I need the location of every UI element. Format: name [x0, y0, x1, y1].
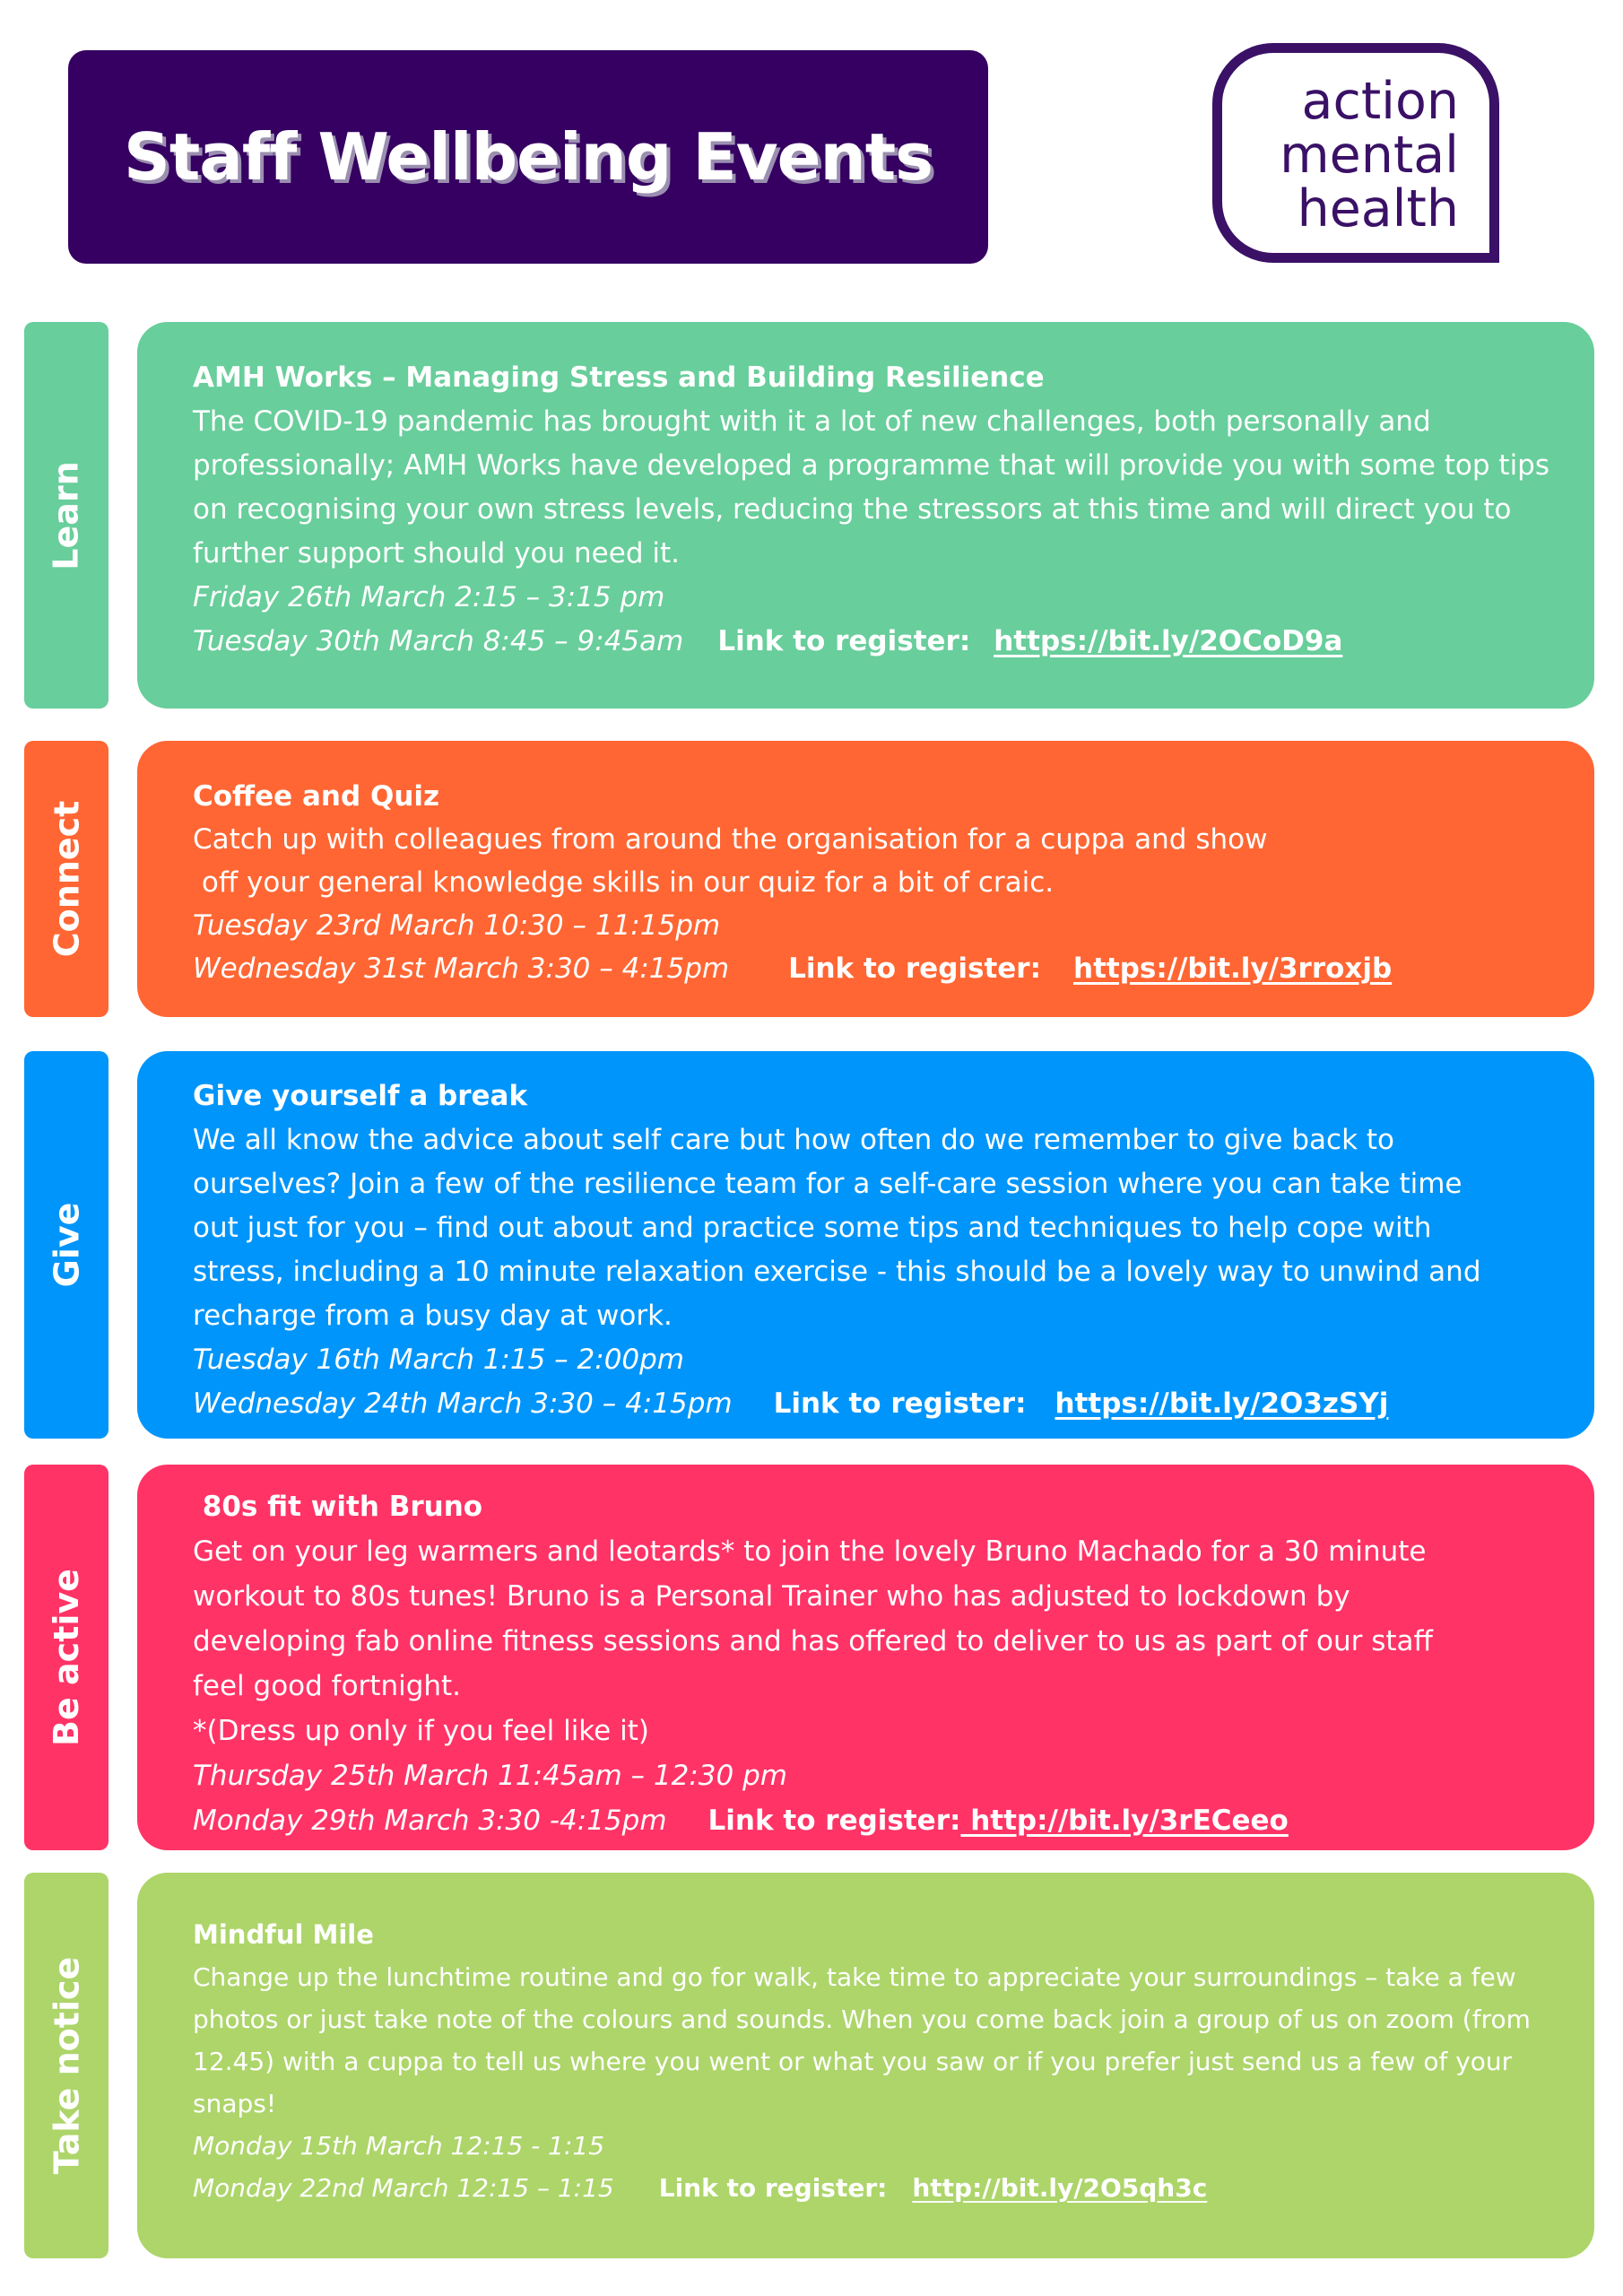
event-date: Tuesday 16th March 1:15 – 2:00pm [193, 1344, 685, 1376]
event-date: Wednesday 24th March 3:30 – 4:15pm [193, 1387, 733, 1420]
register-label: Link to register: [707, 1805, 961, 1837]
register-link[interactable]: https://bit.ly/2O3zSYj [1055, 1387, 1389, 1420]
register-link[interactable]: https://bit.ly/3rroxjb [1073, 952, 1393, 985]
tab-give-label: Give [47, 1202, 87, 1288]
event-date: Tuesday 30th March 8:45 – 9:45am [193, 625, 684, 657]
tab-take-notice-label: Take notice [47, 1956, 87, 2175]
event-description: We all know the advice about self care but how often do we remember to give back to ourselves? Join a few of the resilience team for a self-care session where you can take time out just for you – find out about and practice some tips and techniques to help cope with stress, including a 10 minute relaxation exercise - this should be a lovely way to unwind and recharge from a busy day at work. [193, 1124, 1481, 1332]
event-title: Coffee and Quiz [193, 780, 440, 813]
register-label: Link to register: [658, 2173, 888, 2203]
tab-be-active-label: Be active [47, 1569, 86, 1746]
event-date-register-line [193, 947, 1558, 990]
logo-wordmark [1280, 72, 1459, 239]
tab-learn [24, 322, 108, 709]
event-date: Wednesday 31st March 3:30 – 4:15pm [193, 952, 730, 985]
event-date: Thursday 25th March 11:45am – 12:30 pm [193, 1760, 787, 1792]
logo-line-mental: mental [1280, 126, 1459, 185]
tab-take-notice [24, 1873, 108, 2258]
tab-connect-label: Connect [47, 800, 86, 958]
event-date-register-line [193, 620, 1558, 664]
register-link[interactable]: https://bit.ly/2OCoD9a [994, 625, 1343, 657]
event-title: Mindful Mile [193, 1919, 374, 1950]
event-description: The COVID-19 pandemic has brought with it a lot of new challenges, both personally and professionally; AMH Works have developed a programme that will provide you with some top tips on recognising your own stress levels, reducing the stressors at this time and will direct you to further support should you need it. [193, 405, 1550, 570]
page-title: Staff Wellbeing Events [123, 119, 933, 195]
be-active-event-card [137, 1465, 1594, 1850]
event-date: Monday 29th March 3:30 -4:15pm [193, 1805, 667, 1837]
register-label: Link to register: [717, 625, 971, 657]
event-date-register-line [193, 1382, 1558, 1426]
register-link[interactable]: http://bit.ly/3rECeeo [960, 1805, 1289, 1837]
event-note: *(Dress up only if you feel like it) [193, 1715, 649, 1747]
tab-connect [24, 741, 108, 1017]
learn-event-card [137, 322, 1594, 709]
logo-line-action: action [1301, 72, 1459, 131]
event-description-line: Catch up with colleagues from around the organisation for a cuppa and show [193, 823, 1268, 856]
event-title: 80s fit with Bruno [193, 1491, 483, 1523]
take-notice-event-card [137, 1873, 1594, 2258]
give-event-card [137, 1051, 1594, 1439]
action-mental-health-logo [1212, 43, 1499, 263]
title-banner [68, 50, 988, 264]
tab-learn-label: Learn [47, 460, 87, 570]
event-date-register-line [193, 2167, 1558, 2209]
event-title: Give yourself a break [193, 1080, 528, 1112]
event-date: Monday 15th March 12:15 - 1:15 [193, 2131, 605, 2161]
event-description: Get on your leg warmers and leotards* to join the lovely Bruno Machado for a 30 minute workout to 80s tunes! Bruno is a Personal Trainer who has adjusted to lockdown by developing fab online fitness sessions and has offered to deliver to us as part of our staff feel good fortnight. [193, 1535, 1433, 1702]
logo-line-health: health [1297, 179, 1459, 239]
event-description-line: off your general knowledge skills in our quiz for a bit of craic. [193, 866, 1055, 899]
register-label: Link to register: [773, 1387, 1027, 1420]
connect-event-card [137, 741, 1594, 1017]
event-title: AMH Works – Managing Stress and Building Resilience [193, 361, 1045, 394]
event-date: Tuesday 23rd March 10:30 – 11:15pm [193, 909, 721, 942]
tab-be-active [24, 1465, 108, 1850]
tab-give [24, 1051, 108, 1439]
event-date-register-line [193, 1798, 1558, 1843]
register-label: Link to register: [788, 952, 1041, 985]
register-link[interactable]: http://bit.ly/2O5qh3c [912, 2173, 1208, 2203]
event-date: Friday 26th March 2:15 – 3:15 pm [193, 581, 665, 613]
event-date: Monday 22nd March 12:15 – 1:15 [193, 2173, 614, 2203]
event-description: Change up the lunchtime routine and go for walk, take time to appreciate your surroundings – take a few photos or just take note of the colours and sounds. When you come back join a group of us on zoom (from 12.45) with a cuppa to tell us where you went or what you saw or if you prefer just send us a few of your snaps! [193, 1962, 1531, 2118]
